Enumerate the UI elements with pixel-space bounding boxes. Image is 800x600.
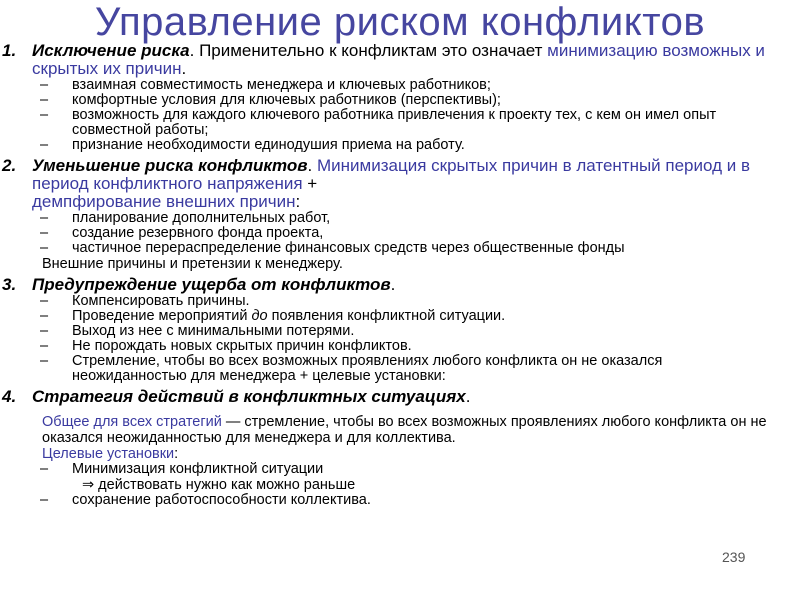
item-heading: Исключение риска	[32, 41, 190, 60]
highlight-text: Минимизация скрытых причин в латентный период и в период конфликтного напряжения	[32, 156, 750, 193]
item-number: 2.	[2, 156, 17, 175]
sub-item: – создание резервного фонда проекта,	[40, 225, 324, 241]
note-text: Внешние причины и претензии к менеджеру.	[42, 256, 343, 272]
item-heading: Стратегия действий в конфликтных ситуациях	[32, 387, 466, 406]
sub-item: – Стремление, чтобы во всех возможных проявлениях любого конфликта он не оказался неожиданностью для менеджера + целевые установки:	[40, 353, 663, 384]
sub-item: – Не порождать новых скрытых причин конфликтов.	[40, 338, 412, 354]
sub-item: – Проведение мероприятий до появления конфликтной ситуации.	[40, 308, 506, 324]
target-settings-label: Целевые установки:	[42, 446, 179, 462]
sub-item: – сохранение работоспособности коллектива.	[40, 492, 371, 508]
general-strategy-text: Общее для всех стратегий — стремление, чтобы во всех возможных проявлениях любого конфликта он не оказался неожиданностью для менеджера и для коллектива.	[42, 414, 767, 446]
slide-content	[0, 42, 800, 508]
sub-item: – частичное перераспределение финансовых средств через общественные фонды	[40, 240, 625, 256]
item-number: 3.	[2, 275, 17, 294]
item-number: 1.	[2, 41, 17, 60]
item-number: 4.	[2, 387, 17, 406]
item-heading: Уменьшение риска конфликтов	[32, 156, 308, 175]
list-item-3: 3. Предупреждение ущерба от конфликтов.	[2, 275, 396, 294]
sub-item: – признание необходимости единодушия приема на работу.	[40, 137, 465, 153]
sub-item: – Минимизация конфликтной ситуации	[40, 461, 324, 477]
list-item-1: 1. Исключение риска. Применительно к конфликтам это означает минимизацию возможных и скрытых их причин.	[2, 41, 765, 78]
page-number: 239	[722, 549, 746, 565]
sub-item: – взаимная совместимость менеджера и ключевых работников;	[40, 77, 491, 93]
slide-title: Управление риском конфликтов	[94, 0, 706, 44]
sub-item: – комфортные условия для ключевых работников (перспективы);	[40, 92, 501, 108]
sub-item: – возможность для каждого ключевого работника привлечения к проекту тех, с кем он имел опыт совместной работы;	[40, 107, 717, 138]
arrow-note: ⇒ действовать нужно как можно раньше	[82, 477, 356, 493]
highlight-text: минимизацию возможных и скрытых их причин	[32, 41, 765, 78]
highlight-text: демпфирование внешних причин	[32, 192, 296, 211]
sub-item: – планирование дополнительных работ,	[40, 210, 331, 226]
sub-item: – Компенсировать причины.	[40, 293, 250, 309]
sub-item: – Выход из нее с минимальными потерями.	[40, 323, 355, 339]
list-item-4: 4. Стратегия действий в конфликтных ситуациях.	[2, 387, 471, 406]
item-heading: Предупреждение ущерба от конфликтов	[32, 275, 391, 294]
list-item-2: 2. Уменьшение риска конфликтов. Минимизация скрытых причин в латентный период и в период конфликтного напряжения + демпфирование внешних причин:	[2, 156, 750, 211]
